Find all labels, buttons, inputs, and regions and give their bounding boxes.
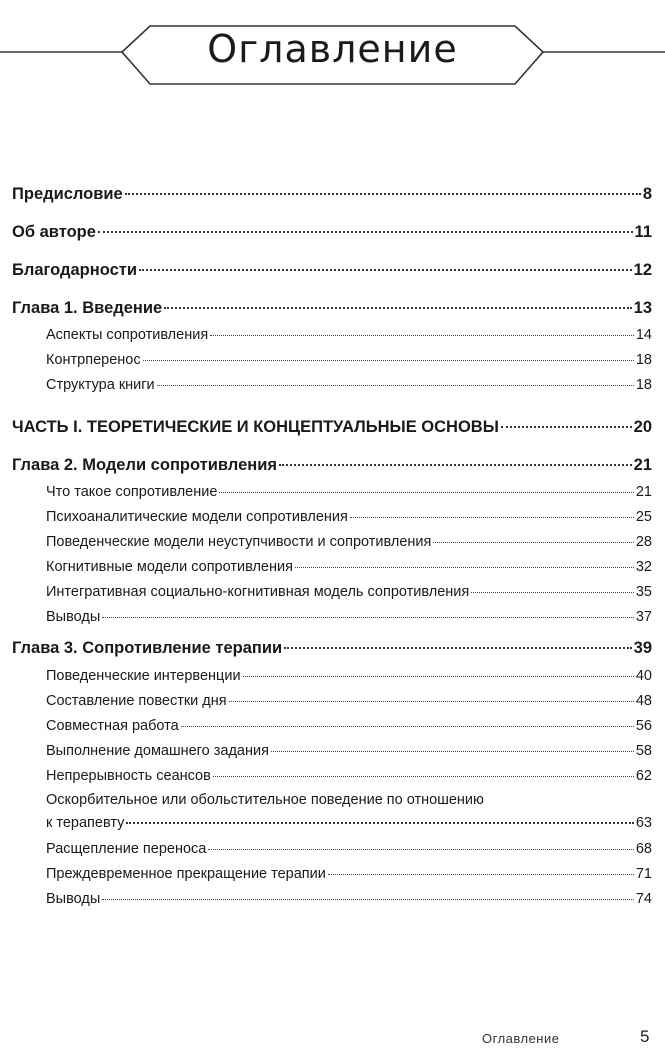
toc-subentry[interactable]: Преждевременное прекращение терапии 71	[46, 866, 652, 882]
toc-subentry[interactable]: Выполнение домашнего задания 58	[46, 743, 652, 759]
footer-section-label: Оглавление	[482, 1031, 560, 1046]
toc-subentry[interactable]: Психоаналитические модели сопротивления 25	[46, 509, 652, 525]
toc-subentry[interactable]: Контрперенос 18	[46, 352, 652, 368]
toc-subentry[interactable]: Структура книги 18	[46, 377, 652, 393]
toc-entry[interactable]: Глава 2. Модели сопротивления 21	[12, 456, 652, 474]
toc-subentry[interactable]: Что такое сопротивление 21	[46, 484, 652, 500]
toc-subentry[interactable]: Непрерывность сеансов 62	[46, 768, 652, 784]
toc-subentry[interactable]: Составление повестки дня 48	[46, 693, 652, 709]
toc-subentry-line1: Оскорбительное или обольстительное поведение по отношению	[46, 792, 484, 808]
toc-subentry[interactable]: Выводы 37	[46, 609, 652, 625]
toc-subentry[interactable]: Аспекты сопротивления 14	[46, 327, 652, 343]
toc-subentry-multiline[interactable]: Оскорбительное или обольстительное поведение по отношению к терапевту 63	[12, 789, 652, 837]
toc-entry[interactable]: Об авторе 11	[12, 223, 652, 241]
toc-part-entry[interactable]: ЧАСТЬ I. ТЕОРЕТИЧЕСКИЕ И КОНЦЕПТУАЛЬНЫЕ ОСНОВЫ 20	[12, 418, 652, 436]
toc-subentry[interactable]: Совместная работа 56	[46, 718, 652, 734]
toc-entry[interactable]: Глава 1. Введение 13	[12, 299, 652, 317]
footer-page-number: 5	[640, 1027, 650, 1046]
toc-subentry[interactable]: Расщепление переноса 68	[46, 841, 652, 857]
toc-entry[interactable]: Благодарности 12	[12, 261, 652, 279]
page-title: Оглавление	[207, 27, 458, 71]
toc-entry[interactable]: Глава 3. Сопротивление терапии 39	[12, 639, 652, 657]
toc-subentry[interactable]: Поведенческие интервенции 40	[46, 668, 652, 684]
title-banner	[0, 0, 665, 100]
toc-subentry[interactable]: Поведенческие модели неуступчивости и сопротивления 28	[46, 534, 652, 550]
table-of-contents	[12, 179, 652, 912]
toc-subentry[interactable]: Интегративная социально-когнитивная модель сопротивления 35	[46, 584, 652, 600]
toc-subentry[interactable]: Когнитивные модели сопротивления 32	[46, 559, 652, 575]
toc-subentry[interactable]: Выводы 74	[46, 891, 652, 907]
toc-entry[interactable]: Предисловие 8	[12, 185, 652, 203]
